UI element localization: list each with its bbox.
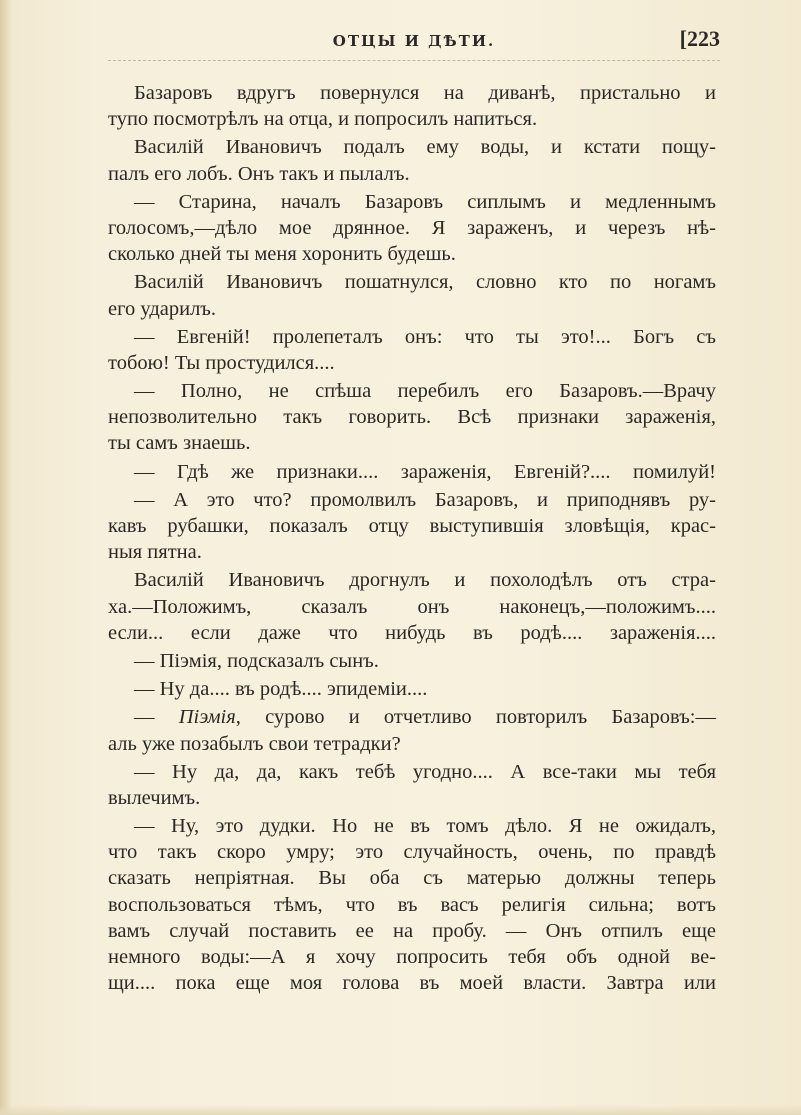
text-line: — Старина, началъ Базаровъ сиплымъ и медленнымъ	[134, 190, 716, 213]
header-rule	[108, 60, 720, 61]
text-line: Базаровъ вдругъ повернулся на диванѣ, пристально и	[134, 82, 716, 104]
page-bottom-shadow	[0, 1105, 801, 1115]
running-title: ОТЦЫ И ДѢТИ.	[332, 32, 496, 50]
text-line: что такъ скоро умру; это случайность, очень, по правдѣ	[108, 841, 716, 864]
text-line: — Полно, не спѣша перебилъ его Базаровъ.—Врачу	[134, 380, 716, 403]
text-line: вылечимъ.	[108, 786, 201, 809]
text-line: Василій Ивановичъ дрогнулъ и похолодѣлъ отъ стра-	[134, 569, 716, 592]
text-line: щи.... пока еще моя голова въ моей власти. Завтра или	[108, 972, 716, 995]
text-line: тупо посмотрѣлъ на отца, и попросилъ напиться.	[108, 108, 538, 131]
text-line: сказать непріятная. Вы оба съ матерью должны теперь	[108, 867, 716, 890]
page-header	[108, 26, 720, 56]
text-line: — Ну, это дудки. Но не въ томъ дѣло. Я не ожидалъ,	[134, 815, 716, 838]
text-line: Василій Ивановичъ подалъ ему воды, и кстати пощу-	[134, 136, 716, 159]
text-line: — Ну да, да, какъ тебѣ угодно.... А все-таки мы тебя	[134, 760, 716, 783]
text-line: тобою! Ты простудился....	[108, 351, 335, 374]
text-line: непозволительно такъ говорить. Всѣ признаки зараженія,	[108, 406, 716, 429]
text-line: его ударилъ.	[108, 297, 217, 320]
text-line: кавъ рубашки, показалъ отцу выступившія зловѣщія, крас-	[108, 515, 716, 537]
text-line: — Гдѣ же признаки.... зараженія, Евгеній?.... помилуй!	[134, 460, 716, 483]
text-line: — А это что? промолвилъ Базаровъ, и приподнявъ ру-	[134, 488, 716, 511]
text-line: немного воды:—А я хочу попросить тебя объ одной ве-	[108, 946, 716, 968]
text-line: вамъ случай поставить ее на пробу. — Онъ отпилъ еще	[108, 919, 716, 942]
text-line: — Евгеній! пролепеталъ онъ: что ты это!... Богъ съ	[134, 325, 716, 348]
text-line: ха.—Положимъ, сказалъ онъ наконецъ,—положимъ....	[108, 595, 716, 618]
text-line: ныя пятна.	[108, 541, 202, 564]
text-line: воспользоваться тѣмъ, что въ васъ религія сильна; вотъ	[108, 893, 716, 916]
text-line: ты самъ знаешь.	[108, 432, 251, 455]
text-line: сколько дней ты меня хоронить будешь.	[108, 243, 456, 266]
page-gutter-shadow	[0, 0, 12, 1115]
text-line: палъ его лобъ. Онъ такъ и пылалъ.	[108, 162, 410, 185]
text-line: — Піэмія, сурово и отчетливо повторилъ Базаровъ:—	[134, 706, 716, 729]
text-line: — Ну да.... въ родѣ.... эпидеміи....	[134, 678, 428, 701]
text-line: аль уже позабылъ свои тетрадки?	[108, 732, 401, 755]
body-text	[108, 80, 716, 996]
text-line: — Піэмія, подсказалъ сынъ.	[134, 649, 379, 672]
text-line: если... если даже что нибудь въ родѣ.... зараженія....	[108, 621, 716, 644]
text-line: голосомъ,—дѣло мое дрянное. Я зараженъ, и черезъ нѣ-	[108, 216, 716, 239]
italic-term: Піэмія	[178, 706, 236, 729]
text-line: Василій Ивановичъ пошатнулся, словно кто по ногамъ	[134, 271, 716, 294]
page-number: [223	[679, 26, 720, 51]
